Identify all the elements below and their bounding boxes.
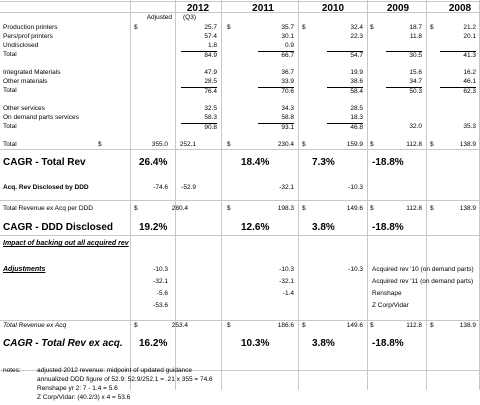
- cell-value: 112.8: [406, 141, 422, 148]
- cell-value: 62.3: [440, 87, 476, 96]
- cell-value: 47.9: [204, 69, 217, 76]
- notes-label: notes:: [3, 367, 21, 374]
- cagr-ddd-label: CAGR - DDD Disclosed: [3, 222, 114, 233]
- row-label: On demand parts services: [3, 114, 79, 121]
- cell-value: 0.9: [284, 42, 294, 49]
- cell-value: 230.4: [277, 141, 294, 148]
- cell-value: 93.1: [258, 123, 294, 132]
- currency-sign: $: [227, 24, 231, 31]
- currency-sign: $: [430, 24, 434, 31]
- cell-value: -32.1: [279, 278, 294, 285]
- cell-value: 18.7: [409, 24, 422, 31]
- note-line: Z Corp/Vidar: (40.2/3) x 4 = 53.6: [37, 394, 131, 401]
- adjustment-note: Z Corp/Vidar: [372, 302, 409, 309]
- q3-label: (Q3): [183, 14, 196, 21]
- gridline: [298, 0, 299, 390]
- cell-value: 66.7: [258, 51, 294, 60]
- gridline: [0, 1, 480, 2]
- row-label: Total: [3, 87, 17, 94]
- cell-value: 186.6: [277, 322, 294, 329]
- cell-value: 1.8: [207, 42, 217, 49]
- currency-sign: $: [430, 205, 434, 212]
- gridline: [130, 0, 131, 390]
- year-header-2011: 2011: [252, 3, 274, 14]
- cell-value: 58.4: [327, 87, 363, 96]
- cell-value: 58.3: [204, 114, 217, 121]
- cell-value: 35.3: [463, 123, 476, 130]
- note-line: adjusted 2012 revenue: midpoint of updated guidance: [37, 367, 193, 374]
- gridline: [0, 200, 480, 201]
- cagr-ex-acq-label: CAGR - Total Rev ex acq.: [3, 338, 123, 349]
- gridline: [0, 235, 480, 236]
- gridline: [221, 0, 222, 390]
- cell-value: 33.9: [281, 78, 294, 85]
- cell-value: 32.4: [350, 24, 363, 31]
- row-label: Total: [3, 123, 17, 130]
- cell-value: 30.1: [281, 33, 294, 40]
- currency-sign: $: [370, 141, 374, 148]
- adjustment-note: Acquired rev '10 (on demand parts): [372, 266, 474, 273]
- cell-value: 46.8: [327, 123, 363, 132]
- cell-value: 57.4: [204, 33, 217, 40]
- cell-value: 35.7: [281, 24, 294, 31]
- currency-sign: $: [370, 322, 374, 329]
- cagr-value: 12.6%: [241, 222, 270, 233]
- cell-value: 355.0: [151, 141, 168, 148]
- cell-value: 20.1: [463, 33, 476, 40]
- cagr-total-label: CAGR - Total Rev: [3, 157, 86, 168]
- gridline: [426, 0, 427, 390]
- currency-sign: $: [370, 205, 374, 212]
- cell-value: 138.9: [459, 141, 476, 148]
- cell-value: 253.4: [171, 322, 188, 329]
- cagr-value: -18.8%: [372, 157, 404, 168]
- cell-value: 34.3: [281, 105, 294, 112]
- cell-value: -53.6: [153, 302, 168, 309]
- cell-value: 280.4: [171, 205, 188, 212]
- currency-sign: $: [430, 322, 434, 329]
- cell-value: -52.9: [181, 184, 196, 191]
- cell-value: -32.1: [279, 184, 294, 191]
- currency-sign: $: [98, 141, 102, 148]
- row-label: Total: [3, 51, 17, 58]
- row-label: Total Revenue ex Acq: [3, 322, 67, 329]
- year-header-2012: 2012: [186, 3, 210, 14]
- row-label: Pers/prof printers: [3, 33, 53, 40]
- gridline: [367, 0, 368, 390]
- currency-sign: $: [302, 322, 306, 329]
- cell-value: 15.6: [409, 69, 422, 76]
- cell-value: 19.9: [350, 69, 363, 76]
- row-label: Other services: [3, 105, 45, 112]
- cell-value: 28.5: [204, 78, 217, 85]
- cagr-value: -18.8%: [372, 338, 404, 349]
- cell-value: 58.8: [281, 114, 294, 121]
- cell-value: 54.7: [327, 51, 363, 60]
- adjustment-note: Acquired rev '11 (on demand parts): [372, 278, 474, 285]
- row-label: Integrated Materials: [3, 69, 61, 76]
- currency-sign: $: [227, 205, 231, 212]
- currency-sign: $: [134, 205, 138, 212]
- cell-value: 30.5: [386, 51, 422, 60]
- cell-value: 28.5: [350, 105, 363, 112]
- gridline: [175, 0, 176, 390]
- cell-value: 36.7: [281, 69, 294, 76]
- currency-sign: $: [134, 24, 138, 31]
- cell-value: 149.6: [346, 205, 363, 212]
- cell-value: -10.3: [279, 266, 294, 273]
- cell-value: 32.5: [204, 105, 217, 112]
- cell-value: 198.3: [277, 205, 294, 212]
- cell-value: -10.3: [348, 266, 363, 273]
- cell-value: 38.6: [350, 78, 363, 85]
- row-label: Total Revenue ex Acq per DDD: [3, 205, 93, 212]
- currency-sign: $: [430, 141, 434, 148]
- cell-value: 149.6: [346, 322, 363, 329]
- currency-sign: $: [302, 24, 306, 31]
- cell-value: -74.6: [153, 184, 168, 191]
- cell-value: 90.8: [181, 123, 217, 132]
- cell-value: -10.3: [348, 184, 363, 191]
- cell-value: 252.1: [179, 141, 196, 148]
- cell-value: -1.4: [282, 290, 294, 297]
- note-line: Renshape yr 2: 7 - 1.4 = 5.6: [37, 385, 118, 392]
- cagr-value: 10.3%: [241, 338, 270, 349]
- gridline: [0, 320, 480, 321]
- row-label: Production printers: [3, 24, 58, 31]
- currency-sign: $: [370, 24, 374, 31]
- cell-value: 138.9: [459, 205, 476, 212]
- currency-sign: $: [227, 322, 231, 329]
- cell-value: 16.2: [463, 69, 476, 76]
- cagr-value: 7.3%: [312, 157, 335, 168]
- cell-value: 11.8: [409, 33, 422, 40]
- cell-value: 112.8: [406, 322, 422, 329]
- currency-sign: $: [302, 141, 306, 148]
- row-label: Other materials: [3, 78, 48, 85]
- cell-value: -32.1: [153, 278, 168, 285]
- adjusted-header: Adjusted: [146, 14, 172, 21]
- cagr-value: 3.8%: [312, 338, 335, 349]
- cell-value: 138.9: [459, 322, 476, 329]
- year-header-2009: 2009: [386, 3, 410, 14]
- cagr-value: 19.2%: [139, 222, 168, 233]
- cagr-value: 18.4%: [241, 157, 270, 168]
- year-header-2010: 2010: [321, 3, 345, 14]
- cell-value: 76.4: [181, 87, 217, 96]
- cagr-value: -18.8%: [372, 222, 404, 233]
- cell-value: 50.3: [386, 87, 422, 96]
- cell-value: 84.9: [181, 51, 217, 60]
- cell-value: -5.6: [156, 290, 168, 297]
- cell-value: 34.7: [409, 78, 422, 85]
- cell-value: 70.6: [258, 87, 294, 96]
- gridline: [0, 149, 480, 150]
- currency-sign: $: [302, 205, 306, 212]
- currency-sign: $: [227, 141, 231, 148]
- cagr-value: 16.2%: [139, 338, 168, 349]
- cagr-value: 26.4%: [139, 157, 168, 168]
- cell-value: 32.0: [409, 123, 422, 130]
- cagr-value: 3.8%: [312, 222, 335, 233]
- cell-value: 21.2: [463, 24, 476, 31]
- cell-value: 18.3: [350, 114, 363, 121]
- row-label: Undisclosed: [3, 42, 39, 49]
- row-label: Total: [3, 141, 17, 148]
- cell-value: 112.8: [406, 205, 422, 212]
- adjustments-label: Adjustments: [3, 266, 46, 273]
- cell-value: 159.9: [346, 141, 363, 148]
- year-header-2008: 2008: [448, 3, 472, 14]
- cell-value: 41.3: [440, 51, 476, 60]
- cell-value: 46.1: [463, 78, 476, 85]
- adjustment-note: Renshape: [372, 290, 402, 297]
- cell-value: 22.3: [350, 33, 363, 40]
- row-label: Acq. Rev Disclosed by DDD: [3, 184, 89, 191]
- note-line: annualized DDD figure of 52.9: 52.9/252.1 = .21 x 355 = 74.6: [37, 376, 213, 383]
- impact-heading: Impact of backing out all acquired rev: [3, 240, 129, 247]
- currency-sign: $: [134, 322, 138, 329]
- cell-value: -10.3: [153, 266, 168, 273]
- cell-value: 25.7: [204, 24, 217, 31]
